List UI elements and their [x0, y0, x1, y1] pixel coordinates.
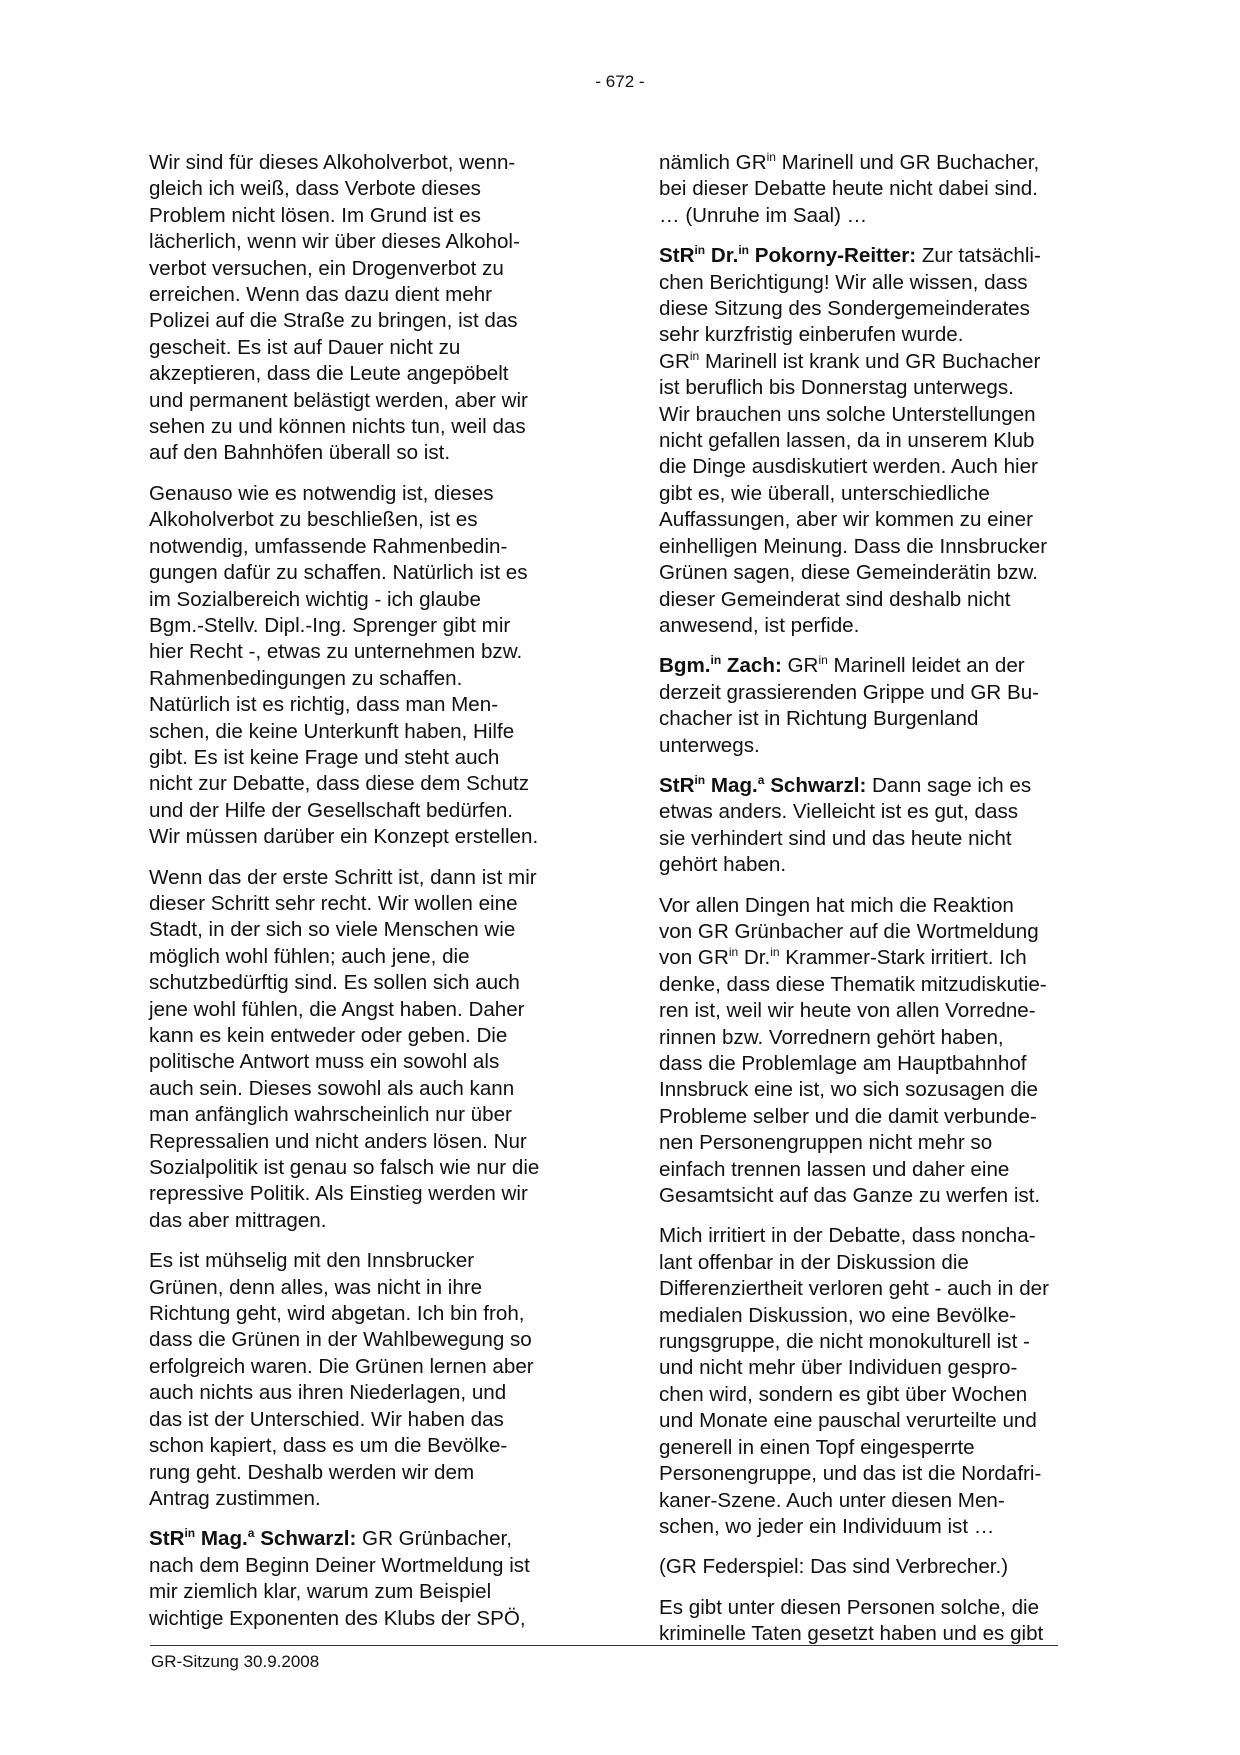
footer-divider — [150, 1645, 1058, 1646]
text-line: Alkoholverbot zu beschließen, ist es — [149, 508, 478, 532]
text-line: möglich wohl fühlen; auch jene, die — [149, 944, 470, 968]
speaker-title: Mag. — [705, 773, 758, 797]
text-line: von GR Grünbacher auf die Wortmeldung — [659, 919, 1039, 943]
speaker-title: Bgm. — [659, 654, 711, 678]
text-line: Richtung geht, wird abgetan. Ich bin froh, — [149, 1302, 525, 1326]
text-line: hier Recht -, etwas zu unternehmen bzw. — [149, 640, 523, 664]
paragraph — [149, 150, 585, 467]
text-line: Sozialpolitik ist genau so falsch wie nur die — [149, 1156, 540, 1180]
text-line: Es gibt unter diesen Personen solche, die — [659, 1595, 1040, 1619]
text-line: Gesamtsicht auf das Ganze zu werfen ist. — [659, 1184, 1041, 1208]
footer-session-date: GR-Sitzung 30.9.2008 — [151, 1652, 320, 1671]
text-line: sehen zu und können nichts tun, weil das — [149, 415, 526, 439]
text-line: einhelligen Meinung. Dass die Innsbrucker — [659, 534, 1048, 558]
text-line: akzeptieren, dass die Leute angepöbelt — [149, 362, 509, 386]
text-line: Problem nicht lösen. Im Grund ist es — [149, 203, 481, 227]
text-line: sehr kurzfristig einberufen wurde. — [659, 323, 964, 347]
text-line: erfolgreich waren. Die Grünen lernen aber — [149, 1354, 534, 1378]
text-fragment: nämlich GR — [659, 151, 767, 174]
text-line: rungsgruppe, die nicht monokulturell ist - — [659, 1330, 1030, 1354]
text-line: Grünen sagen, diese Gemeinderätin bzw. — [659, 561, 1038, 585]
text-line: dieser Schritt sehr recht. Wir wollen eine — [149, 891, 518, 915]
text-line: Auffassungen, aber wir kommen zu einer — [659, 508, 1033, 532]
text-line: gungen dafür zu schaffen. Natürlich ist es — [149, 561, 528, 585]
paragraph — [659, 653, 1100, 759]
text-line: derzeit grassierenden Grippe und GR Bu- — [659, 680, 1040, 704]
text-fragment: Zur tatsächli- — [916, 244, 1041, 268]
speaker-name — [659, 654, 782, 677]
text-line: (GR Federspiel: Das sind Verbrecher.) — [659, 1555, 1009, 1579]
page-number: - 672 - — [595, 72, 645, 91]
text-line: Wir sind für dieses Alkoholverbot, wenn- — [149, 151, 516, 174]
text-line: diese Sitzung des Sondergemeinderates — [659, 297, 1030, 321]
text-line: anwesend, ist perfide. — [659, 613, 860, 637]
text-line: ist beruflich bis Donnerstag unterwegs. — [659, 376, 1014, 400]
text-line: dass die Problemlage am Hauptbahnhof — [659, 1052, 1027, 1075]
paragraph — [659, 893, 1100, 1210]
paragraph — [659, 1223, 1100, 1540]
text-line: nicht zur Debatte, dass diese dem Schutz — [149, 772, 530, 796]
superscript: in — [710, 653, 722, 668]
text-line: auch sein. Dieses sowohl als auch kann — [149, 1076, 515, 1100]
text-line: politische Antwort muss ein sowohl als — [149, 1050, 500, 1074]
speaker-title: StR — [659, 244, 695, 268]
text-line: auf den Bahnhöfen überall so ist. — [149, 441, 451, 465]
text-line: lächerlich, wenn wir über dieses Alkohol- — [149, 230, 520, 254]
speaker-name — [659, 774, 866, 797]
text-fragment: Dann sage ich es — [866, 773, 1032, 797]
left-column — [149, 150, 585, 1646]
superscript: in — [689, 348, 700, 363]
text-line: und der Hilfe der Gesellschaft bedürfen. — [149, 798, 514, 822]
text-line: medialen Diskussion, wo eine Bevölke- — [659, 1303, 1017, 1327]
text-line: nach dem Beginn Deiner Wortmeldung ist — [149, 1553, 530, 1577]
text-line: im Sozialbereich wichtig - ich glaube — [149, 587, 481, 611]
text-fragment: Marinell leidet an der — [827, 654, 1025, 678]
text-line — [659, 773, 1100, 799]
text-line: bei dieser Debatte heute nicht dabei sind. — [659, 177, 1038, 201]
superscript: a — [247, 1526, 255, 1541]
text-line: kann es kein entweder oder geben. Die — [149, 1024, 508, 1047]
text-line: unterwegs. — [659, 733, 760, 757]
text-line: jene wohl fühlen, die Angst haben. Daher — [149, 997, 525, 1021]
text-fragment: GR — [659, 349, 690, 373]
text-line: Stadt, in der sich so viele Menschen wie — [149, 918, 516, 942]
paragraph — [659, 773, 1100, 879]
text-line — [659, 653, 1100, 679]
text-line: Repressalien und nicht anders lösen. Nur — [149, 1129, 527, 1153]
text-line: generell in einen Topf eingesperrte — [659, 1435, 975, 1459]
text-line: Vor allen Dingen hat mich die Reaktion — [659, 893, 1014, 917]
text-line: und nicht mehr über Individuen gespro- — [659, 1356, 1018, 1380]
speaker-surname: Pokorny-Reitter: — [749, 244, 917, 268]
superscript: in — [818, 653, 828, 668]
text-line: Grünen, denn alles, was nicht in ihre — [149, 1275, 483, 1299]
right-column — [659, 150, 1100, 1662]
superscript: in — [728, 945, 739, 960]
text-line: gescheit. Es ist auf Dauer nicht zu — [149, 335, 461, 359]
superscript: in — [694, 772, 706, 787]
text-line: die Dinge ausdiskutiert werden. Auch hier — [659, 455, 1038, 479]
text-line: und permanent belästigt werden, aber wir — [149, 388, 528, 412]
paragraph — [659, 150, 1100, 229]
superscript: in — [770, 945, 780, 960]
text-line: Rahmenbedingungen zu schaffen. — [149, 666, 463, 690]
text-line: schen, die keine Unterkunft haben, Hilfe — [149, 719, 515, 743]
text-line: schon kapiert, dass es um die Bevölke- — [149, 1434, 508, 1458]
text-line: chen Berichtigung! Wir alle wissen, dass — [659, 270, 1028, 294]
text-line: Polizei auf die Straße zu bringen, ist das — [149, 309, 518, 333]
speaker-surname: Schwarzl: — [764, 773, 867, 797]
paragraph — [149, 1526, 585, 1632]
text-line: ren ist, weil wir heute von allen Vorredne- — [659, 999, 1036, 1023]
text-fragment: Dr. — [738, 946, 771, 970]
text-line: Bgm.-Stellv. Dipl.-Ing. Sprenger gibt mir — [149, 613, 511, 637]
speaker-title: Mag. — [195, 1527, 248, 1551]
text-line: Antrag zustimmen. — [149, 1486, 321, 1510]
superscript: a — [757, 772, 765, 787]
text-line: lant offenbar in der Diskussion die — [659, 1250, 969, 1274]
text-fragment: Krammer-Stark irritiert. Ich — [779, 946, 1027, 970]
speaker-surname: Schwarzl: — [254, 1527, 357, 1551]
text-line: repressive Politik. Als Einstieg werden wir — [149, 1182, 528, 1206]
text-line: das ist der Unterschied. Wir haben das — [149, 1407, 504, 1431]
text-line: dieser Gemeinderat sind deshalb nicht — [659, 587, 1011, 611]
text-line: notwendig, umfassende Rahmenbedin- — [149, 534, 508, 558]
paragraph — [149, 865, 585, 1235]
text-line: man anfänglich wahrscheinlich nur über — [149, 1103, 512, 1127]
text-line: und Monate eine pauschal verurteilte und — [659, 1409, 1037, 1433]
text-line: Wenn das der erste Schritt ist, dann ist mir — [149, 865, 537, 889]
speaker-surname: Zach: — [721, 654, 782, 678]
text-line: kaner-Szene. Auch unter diesen Men- — [659, 1488, 1005, 1512]
paragraph — [659, 1595, 1100, 1648]
superscript: in — [766, 150, 776, 164]
interjection — [659, 1554, 1100, 1580]
text-line — [659, 150, 1100, 176]
text-fragment: Marinell und GR Buchacher, — [775, 151, 1040, 174]
text-line: Mich irritiert in der Debatte, dass noncha- — [659, 1224, 1036, 1248]
text-fragment: GR — [781, 654, 819, 678]
text-line: kriminelle Taten gesetzt haben und es gibt — [659, 1622, 1044, 1646]
text-line: gleich ich weiß, dass Verbote dieses — [149, 177, 481, 201]
text-line — [149, 1526, 585, 1552]
paragraph — [149, 1248, 585, 1512]
text-fragment: GR Grünbacher, — [356, 1527, 512, 1551]
text-line: Natürlich ist es richtig, dass man Men- — [149, 693, 499, 717]
text-line: chacher ist in Richtung Burgenland — [659, 707, 979, 731]
speaker-name — [149, 1527, 356, 1550]
text-line: Wir müssen darüber ein Konzept erstellen. — [149, 825, 539, 849]
text-line: gibt es, wie überall, unterschiedliche — [659, 481, 990, 505]
superscript: in — [184, 1526, 196, 1541]
text-fragment: Marinell ist krank und GR Buchacher — [699, 349, 1041, 373]
text-line: nen Personengruppen nicht mehr so — [659, 1131, 993, 1155]
text-line: auch nichts aus ihren Niederlagen, und — [149, 1381, 507, 1405]
text-line: schutzbedürftig sind. Es sollen sich auch — [149, 971, 520, 995]
speaker-title: StR — [659, 773, 695, 797]
text-line — [659, 945, 1100, 971]
text-line: rung geht. Deshalb werden wir dem — [149, 1460, 475, 1484]
text-line: einfach trennen lassen und daher eine — [659, 1157, 1010, 1181]
text-line: gehört haben. — [659, 853, 787, 877]
text-line: sie verhindert sind und das heute nicht — [659, 826, 1012, 850]
speaker-title: Dr. — [705, 244, 739, 268]
text-line: wichtige Exponenten des Klubs der SPÖ, — [149, 1606, 526, 1630]
text-line: gibt. Es ist keine Frage und steht auch — [149, 745, 500, 769]
text-line: etwas anders. Vielleicht ist es gut, dass — [659, 800, 1019, 824]
text-line: Personengruppe, und das ist die Nordafri- — [659, 1462, 1042, 1486]
text-line: rinnen bzw. Vorrednern gehört haben, — [659, 1025, 1004, 1049]
text-line: … (Unruhe im Saal) … — [659, 203, 868, 227]
text-fragment: von GR — [659, 946, 729, 970]
superscript: in — [738, 243, 750, 258]
text-line: erreichen. Wenn das dazu dient mehr — [149, 283, 493, 307]
text-line: chen wird, sondern es gibt über Wochen — [659, 1382, 1028, 1406]
text-line: nicht gefallen lassen, da in unserem Klub — [659, 429, 1035, 453]
text-line: Wir brauchen uns solche Unterstellungen — [659, 402, 1036, 426]
text-line: Differenziertheit verloren geht - auch in der — [659, 1277, 1049, 1301]
paragraph — [659, 243, 1100, 639]
text-line: Genauso wie es notwendig ist, dieses — [149, 481, 494, 505]
speaker-name — [659, 244, 916, 267]
text-line: mir ziemlich klar, warum zum Beispiel — [149, 1580, 492, 1604]
text-line: das aber mittragen. — [149, 1208, 327, 1232]
text-line: verbot versuchen, ein Drogenverbot zu — [149, 256, 504, 280]
text-line: Innsbruck eine ist, wo sich sozusagen die — [659, 1078, 1038, 1102]
text-line: Probleme selber und die damit verbunde- — [659, 1104, 1037, 1128]
speaker-title: StR — [149, 1527, 185, 1551]
text-line — [659, 243, 1100, 269]
text-line: schen, wo jeder ein Individuum ist … — [659, 1514, 995, 1538]
text-line: dass die Grünen in der Wahlbewegung so — [149, 1328, 532, 1352]
text-line — [659, 349, 1100, 375]
paragraph — [149, 481, 585, 851]
text-line: Es ist mühselig mit den Innsbrucker — [149, 1249, 475, 1273]
superscript: in — [694, 243, 706, 258]
text-line: denke, dass diese Thematik mitzudiskutie- — [659, 972, 1047, 996]
